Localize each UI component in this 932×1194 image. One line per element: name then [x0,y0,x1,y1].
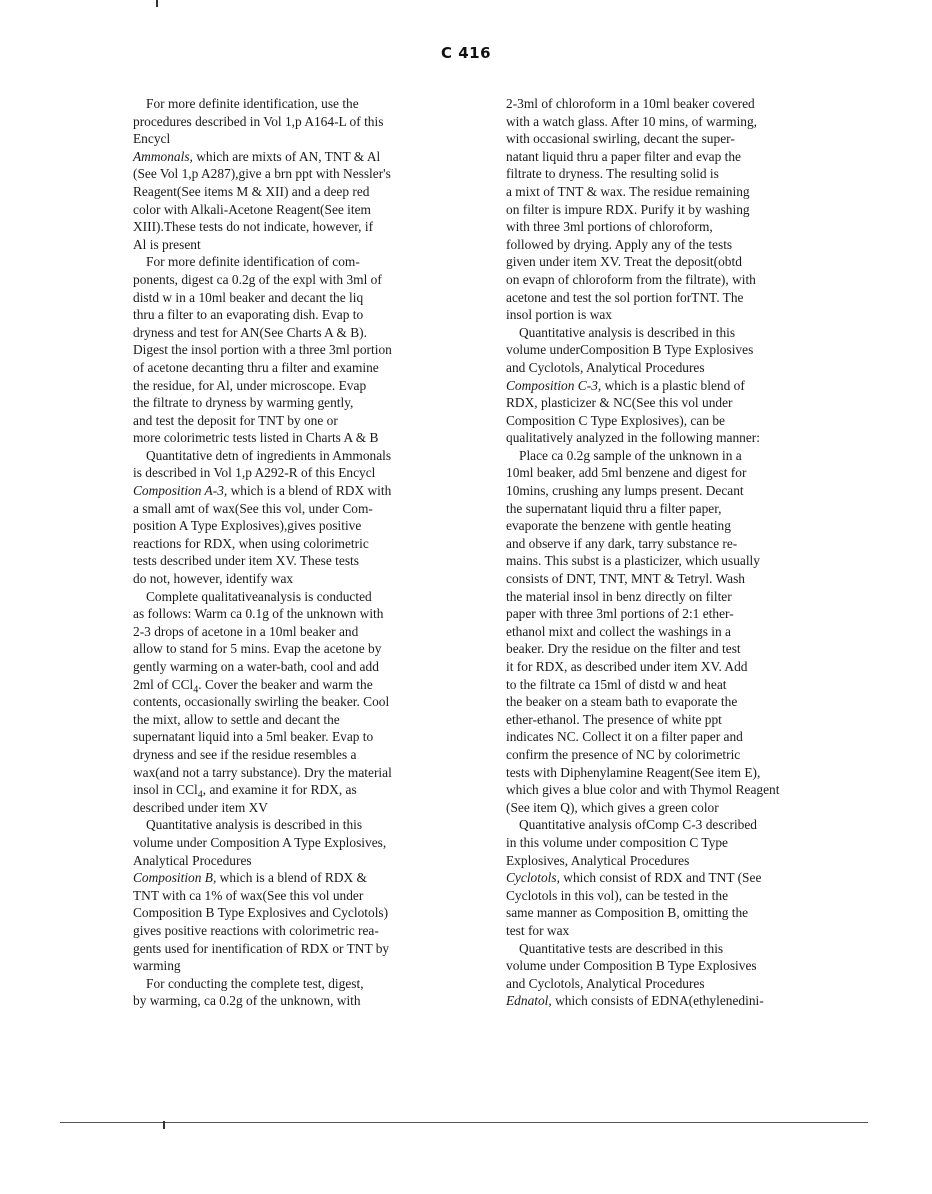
line-text: by warming, ca 0.2g of the unknown, with [133,993,361,1009]
line-text: insol portion is wax [506,307,613,323]
line-text: more colorimetric tests listed in Charts A & B [133,430,379,446]
entry-term: Composition B, [133,870,217,886]
text-line [506,183,856,201]
text-line [506,253,856,271]
page-number: C 416 [440,44,492,62]
text-line [506,957,856,975]
text-line [133,148,473,166]
text-line [133,253,473,271]
line-text: the supernatant liquid thru a filter paper, [506,500,722,516]
text-line [506,552,856,570]
text-line [133,95,473,113]
line-text: thru a filter to an evaporating dish. Evap to [133,307,364,323]
line-text: supernatant liquid into a 5ml beaker. Evap to [133,729,374,745]
line-text: Encycl [133,131,171,147]
line-text: in this volume under composition C Type [506,834,728,850]
subscript: 4 [193,684,199,696]
line-text: is described in Vol 1,p A292-R of this Encycl [133,465,376,481]
line-text: Explosives, Analytical Procedures [506,852,690,868]
text-line [506,605,856,623]
text-line [506,500,856,518]
line-text: Quantitative analysis is described in this [146,817,363,833]
line-text: (See item Q), which gives a green color [506,799,719,815]
text-line [133,975,473,993]
line-text: 2-3 drops of acetone in a 10ml beaker and [133,623,359,639]
line-text: the beaker on a steam bath to evaporate the [506,694,738,710]
text-line [133,183,473,201]
line-text: Composition C Type Explosives), can be [506,412,725,428]
text-line [133,693,473,711]
line-text: dryness and test for AN(See Charts A & B). [133,324,367,340]
text-line [506,324,856,342]
text-line [133,711,473,729]
text-line [133,359,473,377]
text-line [133,236,473,254]
line-text: test for wax [506,922,570,938]
entry-term: Composition A-3, [133,483,228,499]
line-text: allow to stand for 5 mins. Evap the acetone by [133,641,382,657]
text-line [506,95,856,113]
line-text: described under item XV [133,799,268,815]
line-text: For more definite identification, use the [146,96,359,111]
text-line [506,940,856,958]
text-line [506,869,856,887]
entry-term: Ammonals, [133,148,193,164]
footer-rule [60,1122,868,1123]
text-line [506,377,856,395]
right-column [506,95,856,1010]
text-line [133,412,473,430]
line-text: For more definite identification of com- [146,254,360,270]
text-line [506,781,856,799]
text-line [506,852,856,870]
line-text: Complete qualitativeanalysis is conducted [146,588,372,604]
line-text: , and examine it for RDX, as [202,782,357,798]
line-text: Place ca 0.2g sample of the unknown in a [519,447,742,463]
text-line [133,640,473,658]
text-line [133,464,473,482]
line-text: volume under Composition A Type Explosives, [133,834,387,850]
text-line [133,201,473,219]
line-text: with three 3ml portions of chloroform, [506,219,713,235]
text-line [506,236,856,254]
line-text: and test the deposit for TNT by one or [133,412,338,428]
text-line [506,201,856,219]
line-text: filtrate to dryness. The resulting solid is [506,166,719,182]
line-text: acetone and test the sol portion forTNT. The [506,289,744,305]
line-text: warming [133,958,181,974]
text-line [506,640,856,658]
text-line [133,500,473,518]
line-text: on filter is impure RDX. Purify it by washing [506,201,750,217]
text-line [506,570,856,588]
line-text: ponents, digest ca 0.2g of the expl with 3ml of [133,271,382,287]
line-text: the residue, for Al, under microscope. Evap [133,377,367,393]
line-text: do not, however, identify wax [133,571,294,587]
line-text: (See Vol 1,p A287),give a brn ppt with Nessler's [133,166,391,182]
line-text: ethanol mixt and collect the washings in a [506,623,731,639]
text-line [133,289,473,307]
line-text: Digest the insol portion with a three 3ml portion [133,342,392,358]
text-line [506,623,856,641]
text-line [506,728,856,746]
entry-term: Cyclotols, [506,870,560,886]
text-line [506,306,856,324]
text-line [506,447,856,465]
line-text: Cyclotols in this vol), can be tested in the [506,887,729,903]
line-text: natant liquid thru a paper filter and evap the [506,148,741,164]
line-text: which are mixts of AN, TNT & Al [192,148,381,164]
line-text: RDX, plasticizer & NC(See this vol under [506,395,733,411]
text-line [133,130,473,148]
line-text: gives positive reactions with colorimetric rea- [133,922,379,938]
line-text: position A Type Explosives),gives positive [133,518,362,534]
text-line [506,113,856,131]
line-text: a mixt of TNT & wax. The residue remaining [506,183,750,199]
text-line [506,992,856,1010]
text-line [133,764,473,782]
line-text: wax(and not a tarry substance). Dry the material [133,764,392,780]
text-line [133,852,473,870]
line-text: Quantitative tests are described in this [519,940,724,956]
line-text: TNT with ca 1% of wax(See this vol under [133,887,364,903]
line-text: which is a blend of RDX with [227,483,392,499]
line-text: distd w in a 10ml beaker and decant the liq [133,289,364,305]
line-text: which consists of EDNA(ethylenedini- [551,993,764,1009]
text-line [133,535,473,553]
text-line [506,816,856,834]
text-line [506,482,856,500]
text-line [506,130,856,148]
text-line [133,429,473,447]
line-text: which is a plastic blend of [601,377,745,393]
text-line [133,165,473,183]
text-line [133,728,473,746]
line-text: Al is present [133,236,201,252]
line-text: tests with Diphenylamine Reagent(See item E), [506,764,761,780]
text-line [506,676,856,694]
subscript: 4 [197,789,203,801]
text-line [506,693,856,711]
text-line [133,834,473,852]
line-text: 10ml beaker, add 5ml benzene and digest for [506,465,747,481]
line-text: and observe if any dark, tarry substance re- [506,535,738,551]
text-line [506,764,856,782]
line-text: For conducting the complete test, digest, [146,975,364,991]
line-text: 10mins, crushing any lumps present. Decant [506,483,744,499]
text-line [133,746,473,764]
text-line [506,148,856,166]
text-line [506,517,856,535]
line-text: gents used for inentification of RDX or TNT by [133,940,390,956]
line-text: which consist of RDX and TNT (See [559,870,762,886]
text-line [133,869,473,887]
text-line [133,957,473,975]
text-line [133,306,473,324]
entry-term: Ednatol, [506,993,552,1009]
text-line [133,605,473,623]
text-line [133,394,473,412]
text-line [506,588,856,606]
line-text: volume underComposition B Type Explosives [506,342,754,358]
line-text: mains. This subst is a plasticizer, which usually [506,553,760,569]
line-text: the material insol in benz directly on filter [506,588,732,604]
text-line [133,113,473,131]
line-text: with a watch glass. After 10 mins, of warming, [506,113,758,129]
text-line [506,975,856,993]
line-text: 2-3ml of chloroform in a 10ml beaker covered [506,96,755,111]
text-line [133,676,473,694]
text-line [133,781,473,799]
text-line [133,570,473,588]
text-line [133,482,473,500]
line-text: with occasional swirling, decant the super- [506,131,735,147]
text-line [506,887,856,905]
line-text: and Cyclotols, Analytical Procedures [506,359,705,375]
line-text: Quantitative analysis is described in this [519,324,736,340]
line-text: a small amt of wax(See this vol, under Com- [133,500,373,516]
line-text: followed by drying. Apply any of the tests [506,236,733,252]
line-text: insol in CCl [133,782,198,798]
text-line [506,464,856,482]
text-line [506,289,856,307]
text-line [506,904,856,922]
line-text: Analytical Procedures [133,852,252,868]
text-line [506,412,856,430]
line-text: as follows: Warm ca 0.1g of the unknown with [133,606,384,622]
line-text: reactions for RDX, when using colorimetric [133,535,369,551]
text-line [506,535,856,553]
line-text: which gives a blue color and with Thymol Reagent [506,782,780,798]
text-line [133,377,473,395]
scan-mark [156,0,158,7]
text-line [506,711,856,729]
line-text: which is a blend of RDX & [216,870,367,886]
line-text: the filtrate to dryness by warming gently, [133,395,354,411]
text-line [506,922,856,940]
text-line [506,746,856,764]
text-line [133,904,473,922]
text-line [506,271,856,289]
text-line [133,517,473,535]
text-line [506,429,856,447]
line-text: . Cover the beaker and warm the [198,676,373,692]
line-text: procedures described in Vol 1,p A164-L of this [133,113,384,129]
text-line [506,359,856,377]
text-line [506,834,856,852]
line-text: it for RDX, as described under item XV. Add [506,659,748,674]
line-text: volume under Composition B Type Explosives [506,958,757,974]
line-text: tests described under item XV. These tests [133,553,359,569]
line-text: contents, occasionally swirling the beaker. Cool [133,694,390,710]
line-text: color with Alkali-Acetone Reagent(See item [133,201,371,217]
text-line [133,992,473,1010]
text-line [133,324,473,342]
line-text: Quantitative detn of ingredients in Ammonals [146,447,392,463]
line-text: dryness and see if the residue resembles a [133,746,357,762]
entry-term: Composition C-3, [506,377,602,393]
line-text: Composition B Type Explosives and Cyclotols) [133,905,389,921]
scan-mark [163,1121,165,1129]
text-line [133,552,473,570]
line-text: and Cyclotols, Analytical Procedures [506,975,705,991]
text-line [133,623,473,641]
text-line [506,165,856,183]
line-text: evaporate the benzene with gentle heating [506,518,731,534]
line-text: Quantitative analysis ofComp C-3 described [519,817,758,833]
line-text: paper with three 3ml portions of 2:1 ether- [506,606,734,622]
line-text: same manner as Composition B, omitting the [506,905,749,921]
text-line [506,394,856,412]
line-text: on evapn of chloroform from the filtrate), with [506,271,756,287]
line-text: confirm the presence of NC by colorimetric [506,746,741,762]
text-line [133,447,473,465]
text-line [133,588,473,606]
text-line [133,218,473,236]
left-column [133,95,473,1010]
line-text: Reagent(See items M & XII) and a deep red [133,183,370,199]
line-text: indicates NC. Collect it on a filter paper and [506,729,743,745]
line-text: gently warming on a water-bath, cool and add [133,659,379,674]
line-text: beaker. Dry the residue on the filter and test [506,641,741,657]
text-line [133,887,473,905]
line-text: of acetone decanting thru a filter and examine [133,359,379,375]
text-line [506,341,856,359]
line-text: the mixt, allow to settle and decant the [133,711,340,727]
line-text: qualitatively analyzed in the following manner: [506,430,760,446]
text-line [506,658,856,676]
text-line [133,816,473,834]
line-text: to the filtrate ca 15ml of distd w and heat [506,676,727,692]
text-line [133,799,473,817]
text-line [506,218,856,236]
text-line [133,341,473,359]
line-text: ether-ethanol. The presence of white ppt [506,711,722,727]
text-line [133,271,473,289]
text-line [133,658,473,676]
text-line [133,922,473,940]
text-line [133,940,473,958]
line-text: given under item XV. Treat the deposit(obtd [506,254,742,270]
line-text: 2ml of CCl [133,676,194,692]
line-text: XIII).These tests do not indicate, however, if [133,219,374,235]
line-text: consists of DNT, TNT, MNT & Tetryl. Wash [506,571,746,587]
text-line [506,799,856,817]
